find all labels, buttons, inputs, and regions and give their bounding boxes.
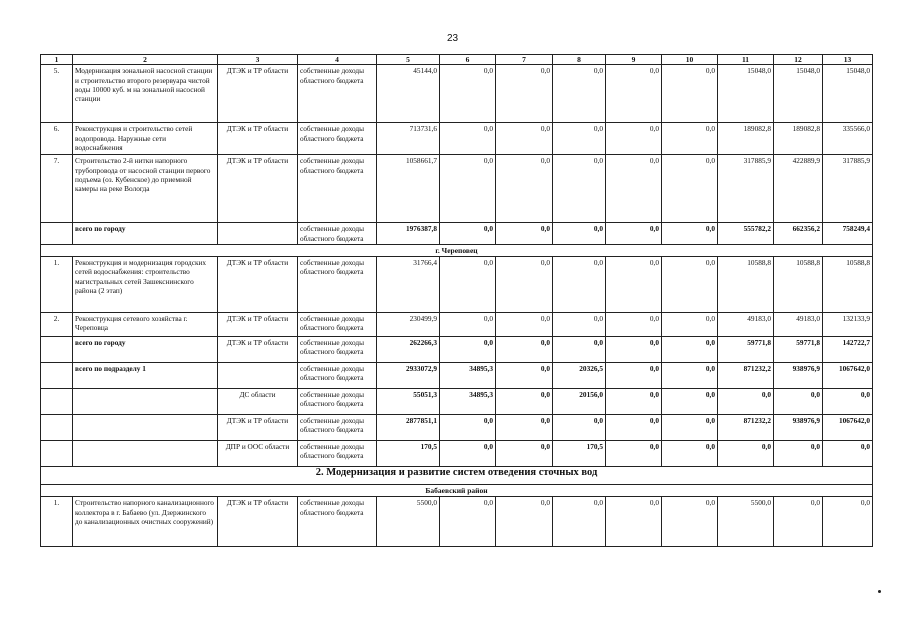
funding-source: собственные доходы областного бюджета: [298, 363, 377, 389]
value-col-9: 0,0: [606, 389, 662, 415]
value-col-5: 1058661,7: [377, 155, 440, 223]
responsible-org: [218, 363, 298, 389]
column-header-4: 4: [298, 55, 377, 65]
value-col-5: 45144,0: [377, 65, 440, 123]
value-col-6: 0,0: [440, 313, 496, 337]
table-row: [41, 497, 873, 547]
value-col-12: 15048,0: [774, 65, 823, 123]
section-heading-row: [41, 467, 873, 485]
value-col-8: 0,0: [553, 257, 606, 313]
value-col-11: 871232,2: [718, 415, 774, 441]
value-col-7: 0,0: [496, 123, 553, 155]
value-col-13: 1067642,0: [823, 363, 873, 389]
district-heading: Бабаевский район: [41, 485, 873, 497]
project-name: всего по городу: [73, 223, 218, 245]
row-number: 2.: [41, 313, 73, 337]
budget-table: [40, 54, 873, 547]
value-col-11: 0,0: [718, 441, 774, 467]
value-col-10: 0,0: [662, 415, 718, 441]
value-col-10: 0,0: [662, 123, 718, 155]
value-col-9: 0,0: [606, 497, 662, 547]
row-number: 1.: [41, 497, 73, 547]
value-col-8: 0,0: [553, 155, 606, 223]
table-row: [41, 123, 873, 155]
value-col-5: 262266,3: [377, 337, 440, 363]
value-col-11: 49183,0: [718, 313, 774, 337]
value-col-11: 555782,2: [718, 223, 774, 245]
value-col-5: 5500,0: [377, 497, 440, 547]
value-col-12: 10588,8: [774, 257, 823, 313]
project-name: [73, 441, 218, 467]
responsible-org: ДТЭК и ТР области: [218, 155, 298, 223]
row-number: [41, 415, 73, 441]
value-col-12: 662356,2: [774, 223, 823, 245]
value-col-8: 0,0: [553, 223, 606, 245]
column-header-7: 7: [496, 55, 553, 65]
value-col-13: 0,0: [823, 497, 873, 547]
value-col-9: 0,0: [606, 223, 662, 245]
value-col-13: 758249,4: [823, 223, 873, 245]
column-header-12: 12: [774, 55, 823, 65]
value-col-9: 0,0: [606, 123, 662, 155]
total-row: [41, 441, 873, 467]
value-col-5: 31766,4: [377, 257, 440, 313]
district-heading: г. Череповец: [41, 244, 873, 256]
value-col-5: 2877851,1: [377, 415, 440, 441]
project-name: Строительство напорного канализационного коллектора в г. Бабаево (ул. Дзержинского до канализационных очистных сооружений): [73, 497, 218, 547]
funding-source: собственные доходы областного бюджета: [298, 155, 377, 223]
row-number: [41, 223, 73, 245]
project-name: Реконструкция и строительство сетей водопровода. Наружные сети водоснабжения: [73, 123, 218, 155]
value-col-11: 189082,8: [718, 123, 774, 155]
value-col-10: 0,0: [662, 337, 718, 363]
value-col-13: 132133,9: [823, 313, 873, 337]
total-row: [41, 363, 873, 389]
value-col-13: 317885,9: [823, 155, 873, 223]
value-col-13: 15048,0: [823, 65, 873, 123]
value-col-13: 1067642,0: [823, 415, 873, 441]
value-col-10: 0,0: [662, 155, 718, 223]
value-col-12: 0,0: [774, 441, 823, 467]
section-heading: 2. Модернизация и развитие систем отведения сточных вод: [41, 467, 873, 485]
responsible-org: ДТЭК и ТР области: [218, 337, 298, 363]
value-col-10: 0,0: [662, 65, 718, 123]
funding-source: собственные доходы областного бюджета: [298, 123, 377, 155]
value-col-8: 0,0: [553, 313, 606, 337]
responsible-org: ДТЭК и ТР области: [218, 65, 298, 123]
value-col-10: 0,0: [662, 313, 718, 337]
value-col-5: 713731,6: [377, 123, 440, 155]
value-col-6: 0,0: [440, 257, 496, 313]
funding-source: собственные доходы областного бюджета: [298, 223, 377, 245]
row-number: 5.: [41, 65, 73, 123]
responsible-org: ДПР и ООС области: [218, 441, 298, 467]
column-header-5: 5: [377, 55, 440, 65]
value-col-11: 5500,0: [718, 497, 774, 547]
project-name: Реконструкция сетевого хозяйства г. Череповца: [73, 313, 218, 337]
responsible-org: [218, 223, 298, 245]
value-col-6: 0,0: [440, 497, 496, 547]
column-header-3: 3: [218, 55, 298, 65]
value-col-7: 0,0: [496, 363, 553, 389]
project-name: всего по подразделу 1: [73, 363, 218, 389]
value-col-6: 0,0: [440, 441, 496, 467]
total-row: [41, 389, 873, 415]
value-col-8: 0,0: [553, 415, 606, 441]
value-col-8: 0,0: [553, 337, 606, 363]
responsible-org: ДТЭК и ТР области: [218, 313, 298, 337]
value-col-8: 20326,5: [553, 363, 606, 389]
project-name: [73, 389, 218, 415]
value-col-7: 0,0: [496, 155, 553, 223]
value-col-6: 34895,3: [440, 389, 496, 415]
project-name: Модернизация зональной насосной станции и строительство второго резервуара чистой воды 10000 куб. м на зональной насосной станции: [73, 65, 218, 123]
value-col-13: 0,0: [823, 441, 873, 467]
value-col-9: 0,0: [606, 155, 662, 223]
value-col-9: 0,0: [606, 65, 662, 123]
total-row: [41, 223, 873, 245]
value-col-6: 0,0: [440, 65, 496, 123]
value-col-7: 0,0: [496, 223, 553, 245]
column-header-6: 6: [440, 55, 496, 65]
table-row: [41, 313, 873, 337]
value-col-8: 0,0: [553, 123, 606, 155]
value-col-5: 170,5: [377, 441, 440, 467]
value-col-6: 0,0: [440, 155, 496, 223]
value-col-9: 0,0: [606, 337, 662, 363]
value-col-9: 0,0: [606, 441, 662, 467]
column-header-1: 1: [41, 55, 73, 65]
value-col-9: 0,0: [606, 257, 662, 313]
value-col-12: 938976,9: [774, 363, 823, 389]
responsible-org: ДТЭК и ТР области: [218, 257, 298, 313]
column-header-13: 13: [823, 55, 873, 65]
value-col-6: 0,0: [440, 223, 496, 245]
value-col-13: 335566,0: [823, 123, 873, 155]
project-name: Реконструкция и модернизация городских сетей водоснабжения: строительство магистральных сетей Зашекснинского района (2 этап): [73, 257, 218, 313]
value-col-11: 15048,0: [718, 65, 774, 123]
total-row: [41, 415, 873, 441]
responsible-org: ДС области: [218, 389, 298, 415]
district-heading-row: [41, 244, 873, 256]
value-col-7: 0,0: [496, 415, 553, 441]
value-col-12: 0,0: [774, 497, 823, 547]
value-col-13: 10588,8: [823, 257, 873, 313]
value-col-12: 938976,9: [774, 415, 823, 441]
total-row: [41, 337, 873, 363]
value-col-13: 142722,7: [823, 337, 873, 363]
header-row: [41, 55, 873, 65]
value-col-12: 189082,8: [774, 123, 823, 155]
value-col-7: 0,0: [496, 441, 553, 467]
project-name: Строительство 2-й нитки напорного трубопровода от насосной станции первого подъема (оз. Кубенское) до приемной камеры на реке Вологда: [73, 155, 218, 223]
value-col-11: 871232,2: [718, 363, 774, 389]
table-row: [41, 65, 873, 123]
responsible-org: ДТЭК и ТР области: [218, 497, 298, 547]
district-heading-row: [41, 485, 873, 497]
value-col-7: 0,0: [496, 257, 553, 313]
funding-source: собственные доходы областного бюджета: [298, 337, 377, 363]
table-row: [41, 257, 873, 313]
funding-source: собственные доходы областного бюджета: [298, 389, 377, 415]
value-col-10: 0,0: [662, 363, 718, 389]
value-col-5: 2933072,9: [377, 363, 440, 389]
value-col-9: 0,0: [606, 363, 662, 389]
value-col-6: 0,0: [440, 337, 496, 363]
value-col-10: 0,0: [662, 389, 718, 415]
value-col-6: 0,0: [440, 415, 496, 441]
value-col-9: 0,0: [606, 313, 662, 337]
value-col-6: 34895,3: [440, 363, 496, 389]
value-col-8: 0,0: [553, 65, 606, 123]
value-col-8: 170,5: [553, 441, 606, 467]
row-number: 6.: [41, 123, 73, 155]
column-header-2: 2: [73, 55, 218, 65]
funding-source: собственные доходы областного бюджета: [298, 441, 377, 467]
funding-source: собственные доходы областного бюджета: [298, 415, 377, 441]
value-col-11: 0,0: [718, 389, 774, 415]
value-col-10: 0,0: [662, 497, 718, 547]
value-col-8: 0,0: [553, 497, 606, 547]
value-col-5: 55051,3: [377, 389, 440, 415]
value-col-5: 230499,9: [377, 313, 440, 337]
row-number: [41, 337, 73, 363]
value-col-7: 0,0: [496, 65, 553, 123]
row-number: [41, 363, 73, 389]
value-col-11: 317885,9: [718, 155, 774, 223]
value-col-8: 20156,0: [553, 389, 606, 415]
column-header-9: 9: [606, 55, 662, 65]
value-col-10: 0,0: [662, 441, 718, 467]
row-number: [41, 389, 73, 415]
value-col-7: 0,0: [496, 389, 553, 415]
value-col-9: 0,0: [606, 415, 662, 441]
value-col-12: 0,0: [774, 389, 823, 415]
scan-mark: [878, 590, 881, 593]
value-col-11: 10588,8: [718, 257, 774, 313]
row-number: [41, 441, 73, 467]
value-col-10: 0,0: [662, 257, 718, 313]
value-col-11: 59771,8: [718, 337, 774, 363]
page-number: 23: [446, 33, 459, 44]
project-name: [73, 415, 218, 441]
value-col-12: 422889,9: [774, 155, 823, 223]
value-col-7: 0,0: [496, 497, 553, 547]
funding-source: собственные доходы областного бюджета: [298, 313, 377, 337]
value-col-7: 0,0: [496, 313, 553, 337]
project-name: всего по городу: [73, 337, 218, 363]
column-header-11: 11: [718, 55, 774, 65]
responsible-org: ДТЭК и ТР области: [218, 123, 298, 155]
value-col-7: 0,0: [496, 337, 553, 363]
value-col-13: 0,0: [823, 389, 873, 415]
funding-source: собственные доходы областного бюджета: [298, 497, 377, 547]
funding-source: собственные доходы областного бюджета: [298, 257, 377, 313]
value-col-12: 49183,0: [774, 313, 823, 337]
row-number: 7.: [41, 155, 73, 223]
funding-source: собственные доходы областного бюджета: [298, 65, 377, 123]
table-row: [41, 155, 873, 223]
value-col-10: 0,0: [662, 223, 718, 245]
column-header-8: 8: [553, 55, 606, 65]
value-col-6: 0,0: [440, 123, 496, 155]
responsible-org: ДТЭК и ТР области: [218, 415, 298, 441]
row-number: 1.: [41, 257, 73, 313]
value-col-12: 59771,8: [774, 337, 823, 363]
column-header-10: 10: [662, 55, 718, 65]
value-col-5: 1976387,8: [377, 223, 440, 245]
